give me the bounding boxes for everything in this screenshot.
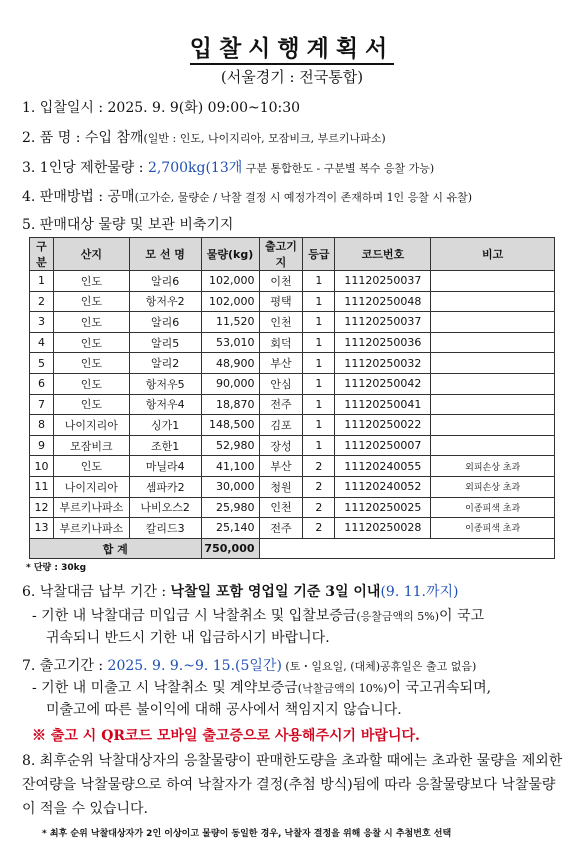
payment-detail-c: 귀속되니 반드시 기한 내 입금하시기 바랍니다.	[46, 630, 330, 646]
item-limit	[22, 157, 434, 177]
sales-method-note: (고가순, 물량순 / 낙찰 결정 시 예정가격이 존재하며 1인 응찰 시 유찰)	[134, 191, 473, 204]
table-cell: 인도	[53, 271, 129, 292]
table-row	[30, 476, 555, 497]
table-cell: 11120240052	[335, 476, 431, 497]
table-cell: 2	[303, 456, 335, 477]
table-cell: 인도	[53, 353, 129, 374]
table-cell: 11120250041	[335, 394, 431, 415]
table-cell: 외피손상 초과	[431, 476, 555, 497]
release-detail-a: - 기한 내 미출고 시 낙찰취소 및 계약보증금	[32, 680, 298, 696]
table-cell: 5	[30, 353, 54, 374]
limit-label: 3. 1인당 제한물량 :	[22, 160, 148, 176]
table-cell: 11	[30, 476, 54, 497]
total-value: 750,000	[201, 538, 259, 559]
table-cell: 11120240055	[335, 456, 431, 477]
table-cell: 2	[303, 497, 335, 518]
table-cell: 1	[303, 312, 335, 333]
limit-amount: 2,700kg(13개	[147, 160, 243, 176]
release-date: 2025. 9. 9.~9. 15.(5일간)	[107, 658, 282, 674]
item-sales-method	[22, 186, 472, 206]
table-cell: 인도	[53, 394, 129, 415]
table-cell: 이종피색 초과	[431, 518, 555, 539]
table-cell: 1	[303, 373, 335, 394]
table-cell	[431, 435, 555, 456]
table-cell: 11120250042	[335, 373, 431, 394]
table-cell: 11120250007	[335, 435, 431, 456]
table-row	[30, 332, 555, 353]
table-row	[30, 415, 555, 436]
table-body	[30, 271, 555, 539]
table-cell: 항저우4	[129, 394, 201, 415]
item-release-period	[22, 655, 476, 675]
table-cell: 11,520	[201, 312, 259, 333]
table-row	[30, 518, 555, 539]
table-cell: 10	[30, 456, 54, 477]
col-header: 구분	[30, 238, 54, 271]
table-cell: 102,000	[201, 291, 259, 312]
inventory-table	[29, 237, 555, 559]
table-cell: 11120250025	[335, 497, 431, 518]
table-cell: 알리5	[129, 332, 201, 353]
table-cell: 90,000	[201, 373, 259, 394]
table-cell: 11120250048	[335, 291, 431, 312]
table-cell: 148,500	[201, 415, 259, 436]
col-header: 등급	[303, 238, 335, 271]
table-cell: 부르키나파소	[53, 518, 129, 539]
table-cell: 마닐라4	[129, 456, 201, 477]
table-cell	[431, 312, 555, 333]
table-cell: 인천	[259, 497, 303, 518]
table-cell: 이천	[259, 271, 303, 292]
table-cell: 52,980	[201, 435, 259, 456]
table-cell: 외피손상 초과	[431, 456, 555, 477]
table-cell: 나비오스2	[129, 497, 201, 518]
table-cell: 1	[303, 353, 335, 374]
table-cell: 알리2	[129, 353, 201, 374]
table-cell: 30,000	[201, 476, 259, 497]
table-cell: 안심	[259, 373, 303, 394]
table-header-row	[30, 238, 555, 271]
table-cell: 나이지리아	[53, 415, 129, 436]
table-cell: 평택	[259, 291, 303, 312]
limit-note: 구분 통합한도 - 구분별 복수 응찰 가능)	[242, 162, 435, 175]
table-cell: 53,010	[201, 332, 259, 353]
table-cell	[431, 415, 555, 436]
table-cell: 부산	[259, 353, 303, 374]
table-cell: 항저우5	[129, 373, 201, 394]
table-row	[30, 373, 555, 394]
item-bid-datetime: 1. 입찰일시 : 2025. 9. 9(화) 09:00~10:30	[22, 100, 301, 116]
table-cell: 2	[30, 291, 54, 312]
table-cell: 1	[30, 271, 54, 292]
table-cell: 부산	[259, 456, 303, 477]
payment-detail-b: 이 국고	[439, 608, 485, 624]
table-cell: 전주	[259, 518, 303, 539]
final-footnote: * 최후 순위 낙찰대상자가 2인 이상이고 물량이 동일한 경우, 낙찰자 결정을 위해 응찰 시 추첨번호 선택	[42, 829, 452, 839]
table-cell: 셈파카2	[129, 476, 201, 497]
table-cell	[431, 373, 555, 394]
table-cell: 김포	[259, 415, 303, 436]
total-label: 합 계	[30, 538, 202, 559]
table-cell: 4	[30, 332, 54, 353]
table-cell: 인도	[53, 373, 129, 394]
table-cell	[431, 271, 555, 292]
table-row	[30, 497, 555, 518]
table-cell: 7	[30, 394, 54, 415]
table-cell: 41,100	[201, 456, 259, 477]
table-cell: 12	[30, 497, 54, 518]
page-title-text: 입찰시행계획서	[190, 35, 395, 65]
table-cell: 25,140	[201, 518, 259, 539]
table-total-row	[30, 538, 555, 559]
table-row	[30, 312, 555, 333]
table-cell: 인도	[53, 312, 129, 333]
table-cell	[431, 353, 555, 374]
table-row	[30, 435, 555, 456]
release-detail-note: (낙찰금액의 10%)	[297, 682, 388, 695]
item-storage-heading: 5. 판매대상 물량 및 보관 비축기지	[22, 217, 234, 233]
table-cell: 전주	[259, 394, 303, 415]
table-cell: 모잠비크	[53, 435, 129, 456]
table-row	[30, 291, 555, 312]
table-cell: 18,870	[201, 394, 259, 415]
table-cell: 1	[303, 291, 335, 312]
table-cell: 2	[303, 518, 335, 539]
table-cell: 48,900	[201, 353, 259, 374]
table-cell: 1	[303, 435, 335, 456]
table-cell: 인도	[53, 291, 129, 312]
payment-detail-note: (응찰금액의 5%)	[356, 610, 440, 623]
release-detail-c: 미출고에 따른 불이익에 대해 공사에서 책임지지 않습니다.	[46, 702, 402, 718]
table-cell: 인도	[53, 332, 129, 353]
table-cell	[431, 291, 555, 312]
release-detail-b: 이 국고귀속되며,	[387, 680, 492, 696]
unit-note: * 단량 : 30kg	[26, 563, 87, 573]
table-cell: 13	[30, 518, 54, 539]
table-cell: 1	[303, 271, 335, 292]
item-product-name	[22, 127, 386, 147]
table-cell: 칼리드3	[129, 518, 201, 539]
table-cell: 11120250028	[335, 518, 431, 539]
table-row	[30, 271, 555, 292]
release-label: 7. 출고기간 :	[22, 658, 108, 674]
col-header: 비고	[431, 238, 555, 271]
col-header: 산지	[53, 238, 129, 271]
table-cell	[431, 332, 555, 353]
payment-detail-a: - 기한 내 낙찰대금 미입금 시 낙찰취소 및 입찰보증금	[32, 608, 357, 624]
table-cell: 1	[303, 415, 335, 436]
table-cell	[431, 394, 555, 415]
table-cell: 11120250037	[335, 271, 431, 292]
table-cell: 싱가1	[129, 415, 201, 436]
item-final-bidder: 8. 최후순위 낙찰대상자의 응찰물량이 판매한도량을 초과할 때에는 초과한 물량을 제외한 잔여량을 낙찰물량으로 하여 낙찰자가 결정(추첨 방식)됨에 따라 응찰물량보다 낙찰물량이 적을 수 있습니다.	[22, 753, 563, 817]
table-cell: 장성	[259, 435, 303, 456]
table-cell: 3	[30, 312, 54, 333]
table-cell: 102,000	[201, 271, 259, 292]
payment-deadline: 낙찰일 포함 영업일 기준 3일 이내	[170, 584, 381, 600]
col-header: 물량(kg)	[201, 238, 259, 271]
payment-label: 6. 낙찰대금 납부 기간 :	[22, 584, 171, 600]
table-cell: 11120250037	[335, 312, 431, 333]
table-cell: 1	[303, 332, 335, 353]
table-row	[30, 353, 555, 374]
table-row	[30, 394, 555, 415]
payment-date: (9. 11.까지)	[380, 584, 459, 600]
product-name-label: 2. 품 명 : 수입 참깨	[22, 130, 144, 146]
table-cell: 11120250036	[335, 332, 431, 353]
release-note: (토・일요일, (대체)공휴일은 출고 없음)	[281, 660, 477, 673]
table-cell: 11120250022	[335, 415, 431, 436]
table-cell: 25,980	[201, 497, 259, 518]
table-cell: 조한1	[129, 435, 201, 456]
table-cell: 이종피색 초과	[431, 497, 555, 518]
total-blank	[259, 538, 554, 559]
table-cell: 인도	[53, 456, 129, 477]
table-cell: 11120250032	[335, 353, 431, 374]
page-title	[0, 30, 584, 63]
table-row	[30, 456, 555, 477]
item-payment-period	[22, 581, 459, 601]
table-cell: 회덕	[259, 332, 303, 353]
table-cell: 청원	[259, 476, 303, 497]
table-cell: 인천	[259, 312, 303, 333]
table-cell: 알리6	[129, 271, 201, 292]
col-header: 코드번호	[335, 238, 431, 271]
page-subtitle: (서울경기 : 전국통합)	[220, 68, 364, 86]
table-cell: 6	[30, 373, 54, 394]
table-cell: 9	[30, 435, 54, 456]
table-cell: 나이지리아	[53, 476, 129, 497]
table-cell: 2	[303, 476, 335, 497]
col-header: 출고기지	[259, 238, 303, 271]
table-cell: 8	[30, 415, 54, 436]
table-cell: 1	[303, 394, 335, 415]
col-header: 모 선 명	[129, 238, 201, 271]
table-cell: 부르키나파소	[53, 497, 129, 518]
table-cell: 항저우2	[129, 291, 201, 312]
product-origin-note: (일반 : 인도, 나이지리아, 모잠비크, 부르키나파소)	[143, 132, 386, 145]
qr-warning: ※ 출고 시 QR코드 모바일 출고증으로 사용해주시기 바랍니다.	[32, 728, 420, 744]
table-cell: 알리6	[129, 312, 201, 333]
sales-method-label: 4. 판매방법 : 공매	[22, 189, 135, 205]
